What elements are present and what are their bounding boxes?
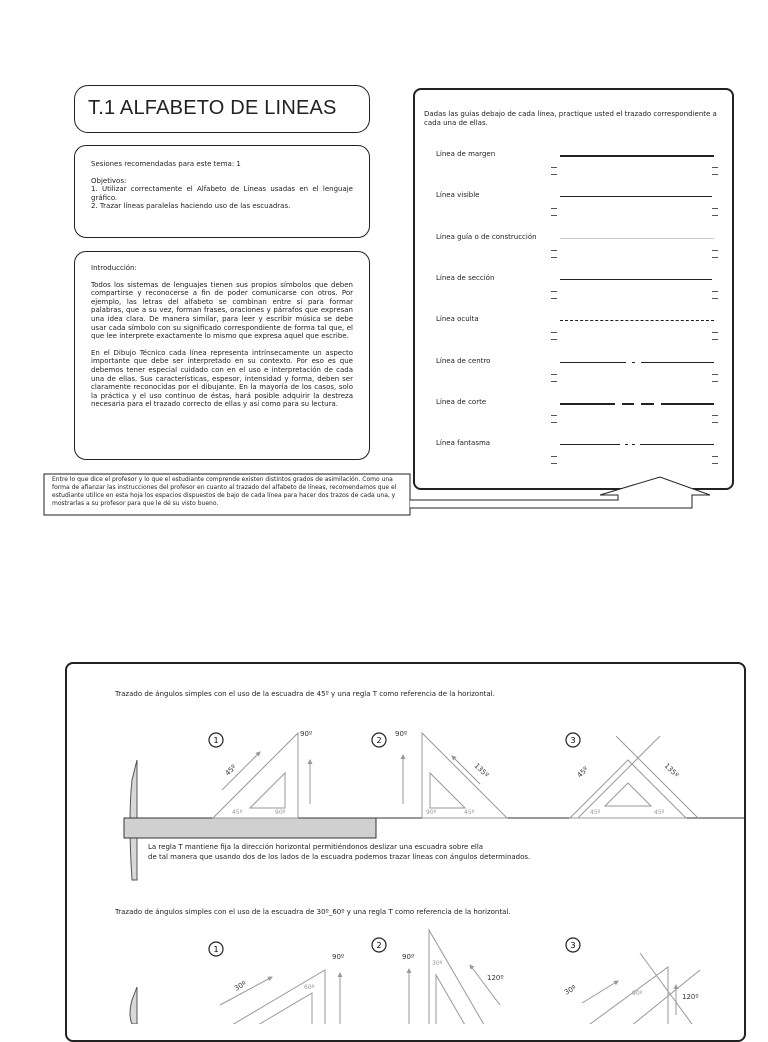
- introduction-heading: Introducción:: [91, 264, 137, 272]
- svg-text:45º: 45º: [223, 763, 239, 778]
- figure1-description-2: de tal manera que usando dos de los lados de la escuadra podemos trazar líneas con ángulos determinados.: [148, 853, 531, 861]
- practice-instructions: Dadas las guías debajo de cada línea, practique usted el trazado correspondiente a cada una de ellas.: [424, 110, 717, 127]
- svg-text:3: 3: [570, 941, 576, 950]
- introduction-paragraph-2: En el Dibujo Técnico cada línea representa intrínsecamente un aspecto importante que debe ser interpretado en su contexto. Por eso es que debemos tener especial cuidado con en el uso e interpretación de cada una de ellas. Sus características, espesor, intensidad y forma, deben ser claramente reconocidas por el dibujante. En la mayoría de los casos, solo la práctica y el uso continuo de éstas, hará posible adquirir la destreza necesaria para el trazado correcto de ellas y así como para su lectura.: [91, 348, 353, 409]
- svg-text:135º: 135º: [662, 761, 681, 780]
- sessions-text: Sesiones recomendadas para este tema: 1: [91, 160, 241, 168]
- svg-text:45º: 45º: [590, 809, 601, 816]
- t-ruler-blade: [124, 818, 376, 838]
- svg-text:90º: 90º: [275, 809, 286, 816]
- figure1-number-1: 1: [213, 736, 219, 745]
- svg-text:90º: 90º: [426, 809, 437, 816]
- objective-1: 1. Utilizar correctamente el Alfabeto de Líneas usadas en el lenguaje gráfico.: [91, 185, 353, 202]
- practice-line-label: Línea de corte: [436, 397, 487, 406]
- page-title: T.1 ALFABETO DE LINEAS: [88, 97, 337, 119]
- objectives-heading: Objetivos:: [91, 176, 127, 185]
- practice-line-label: Línea de sección: [436, 273, 495, 282]
- svg-text:30º: 30º: [432, 960, 443, 967]
- svg-text:90º: 90º: [332, 953, 345, 961]
- svg-text:45º: 45º: [654, 809, 665, 816]
- practice-line-label: Línea de centro: [436, 356, 491, 365]
- svg-text:135º: 135º: [472, 761, 491, 780]
- svg-text:120º: 120º: [487, 974, 504, 982]
- practice-line-label: Línea guía o de construcción: [436, 232, 537, 241]
- practice-line-label: Línea oculta: [436, 315, 479, 324]
- svg-text:120º: 120º: [682, 993, 699, 1001]
- svg-text:90º: 90º: [632, 990, 643, 997]
- svg-text:1: 1: [213, 945, 219, 954]
- practice-line-label: Línea visible: [436, 191, 480, 200]
- svg-text:90º: 90º: [300, 730, 313, 738]
- svg-text:2: 2: [376, 736, 382, 745]
- practice-line-label: Línea fantasma: [436, 439, 491, 448]
- figure1-caption: Trazado de ángulos simples con el uso de la escuadra de 45º y una regla T como referencia de la horizontal.: [115, 690, 495, 698]
- practice-line-label: Línea de margen: [436, 150, 496, 158]
- svg-text:90º: 90º: [402, 953, 415, 961]
- svg-text:30º: 30º: [233, 979, 248, 993]
- svg-text:90º: 90º: [395, 730, 408, 738]
- svg-text:30º: 30º: [563, 983, 578, 997]
- svg-text:3: 3: [570, 736, 576, 745]
- note-text: Entre lo que dice el profesor y lo que el estudiante comprende existen distintos grados de asimilación. Como una forma de afianzar las instrucciones del profesor en cuanto al trazado del alfabeto de líneas, recomendamos que el estudiante utilice en esta hoja los espacios dispuestos de bajo de cada línea para hacer dos trazos de cada una, y mostrarlas a su profesor para que le dé su visto bueno.: [52, 476, 397, 507]
- svg-text:45º: 45º: [464, 809, 475, 816]
- objective-2: 2. Trazar líneas paralelas haciendo uso de las escuadras.: [91, 202, 291, 211]
- svg-text:45º: 45º: [575, 765, 591, 780]
- figure2-caption: Trazado de ángulos simples con el uso de la escuadra de 30º_60º y una regla T como referencia de la horizontal.: [115, 908, 511, 916]
- svg-text:2: 2: [376, 941, 382, 950]
- introduction-paragraph-1: Todos los sistemas de lenguajes tienen sus propios símbolos que deben compartirse y reconocerse a fin de poder comunicarse con otros. Por ejemplo, las letras del alfabeto se combinan entre sí para formar palabras, que a su vez, forman frases, oraciones y párrafos que expresan una idea clara. De manera similar, para leer y escribir música se debe usar cada símbolo con su significado correspondiente de forma tal que, el que lee interprete exactamente lo mismo que expresa aquel que escribe.: [91, 280, 353, 341]
- figure1-description-1: La regla T mantiene fija la dirección horizontal permitiéndonos deslizar una escuadra sobre ella: [148, 843, 484, 851]
- figure2-diagram: [0, 925, 768, 1024]
- figure1-diagram: [0, 700, 768, 900]
- svg-text:60º: 60º: [304, 984, 315, 991]
- svg-text:45º: 45º: [232, 809, 243, 816]
